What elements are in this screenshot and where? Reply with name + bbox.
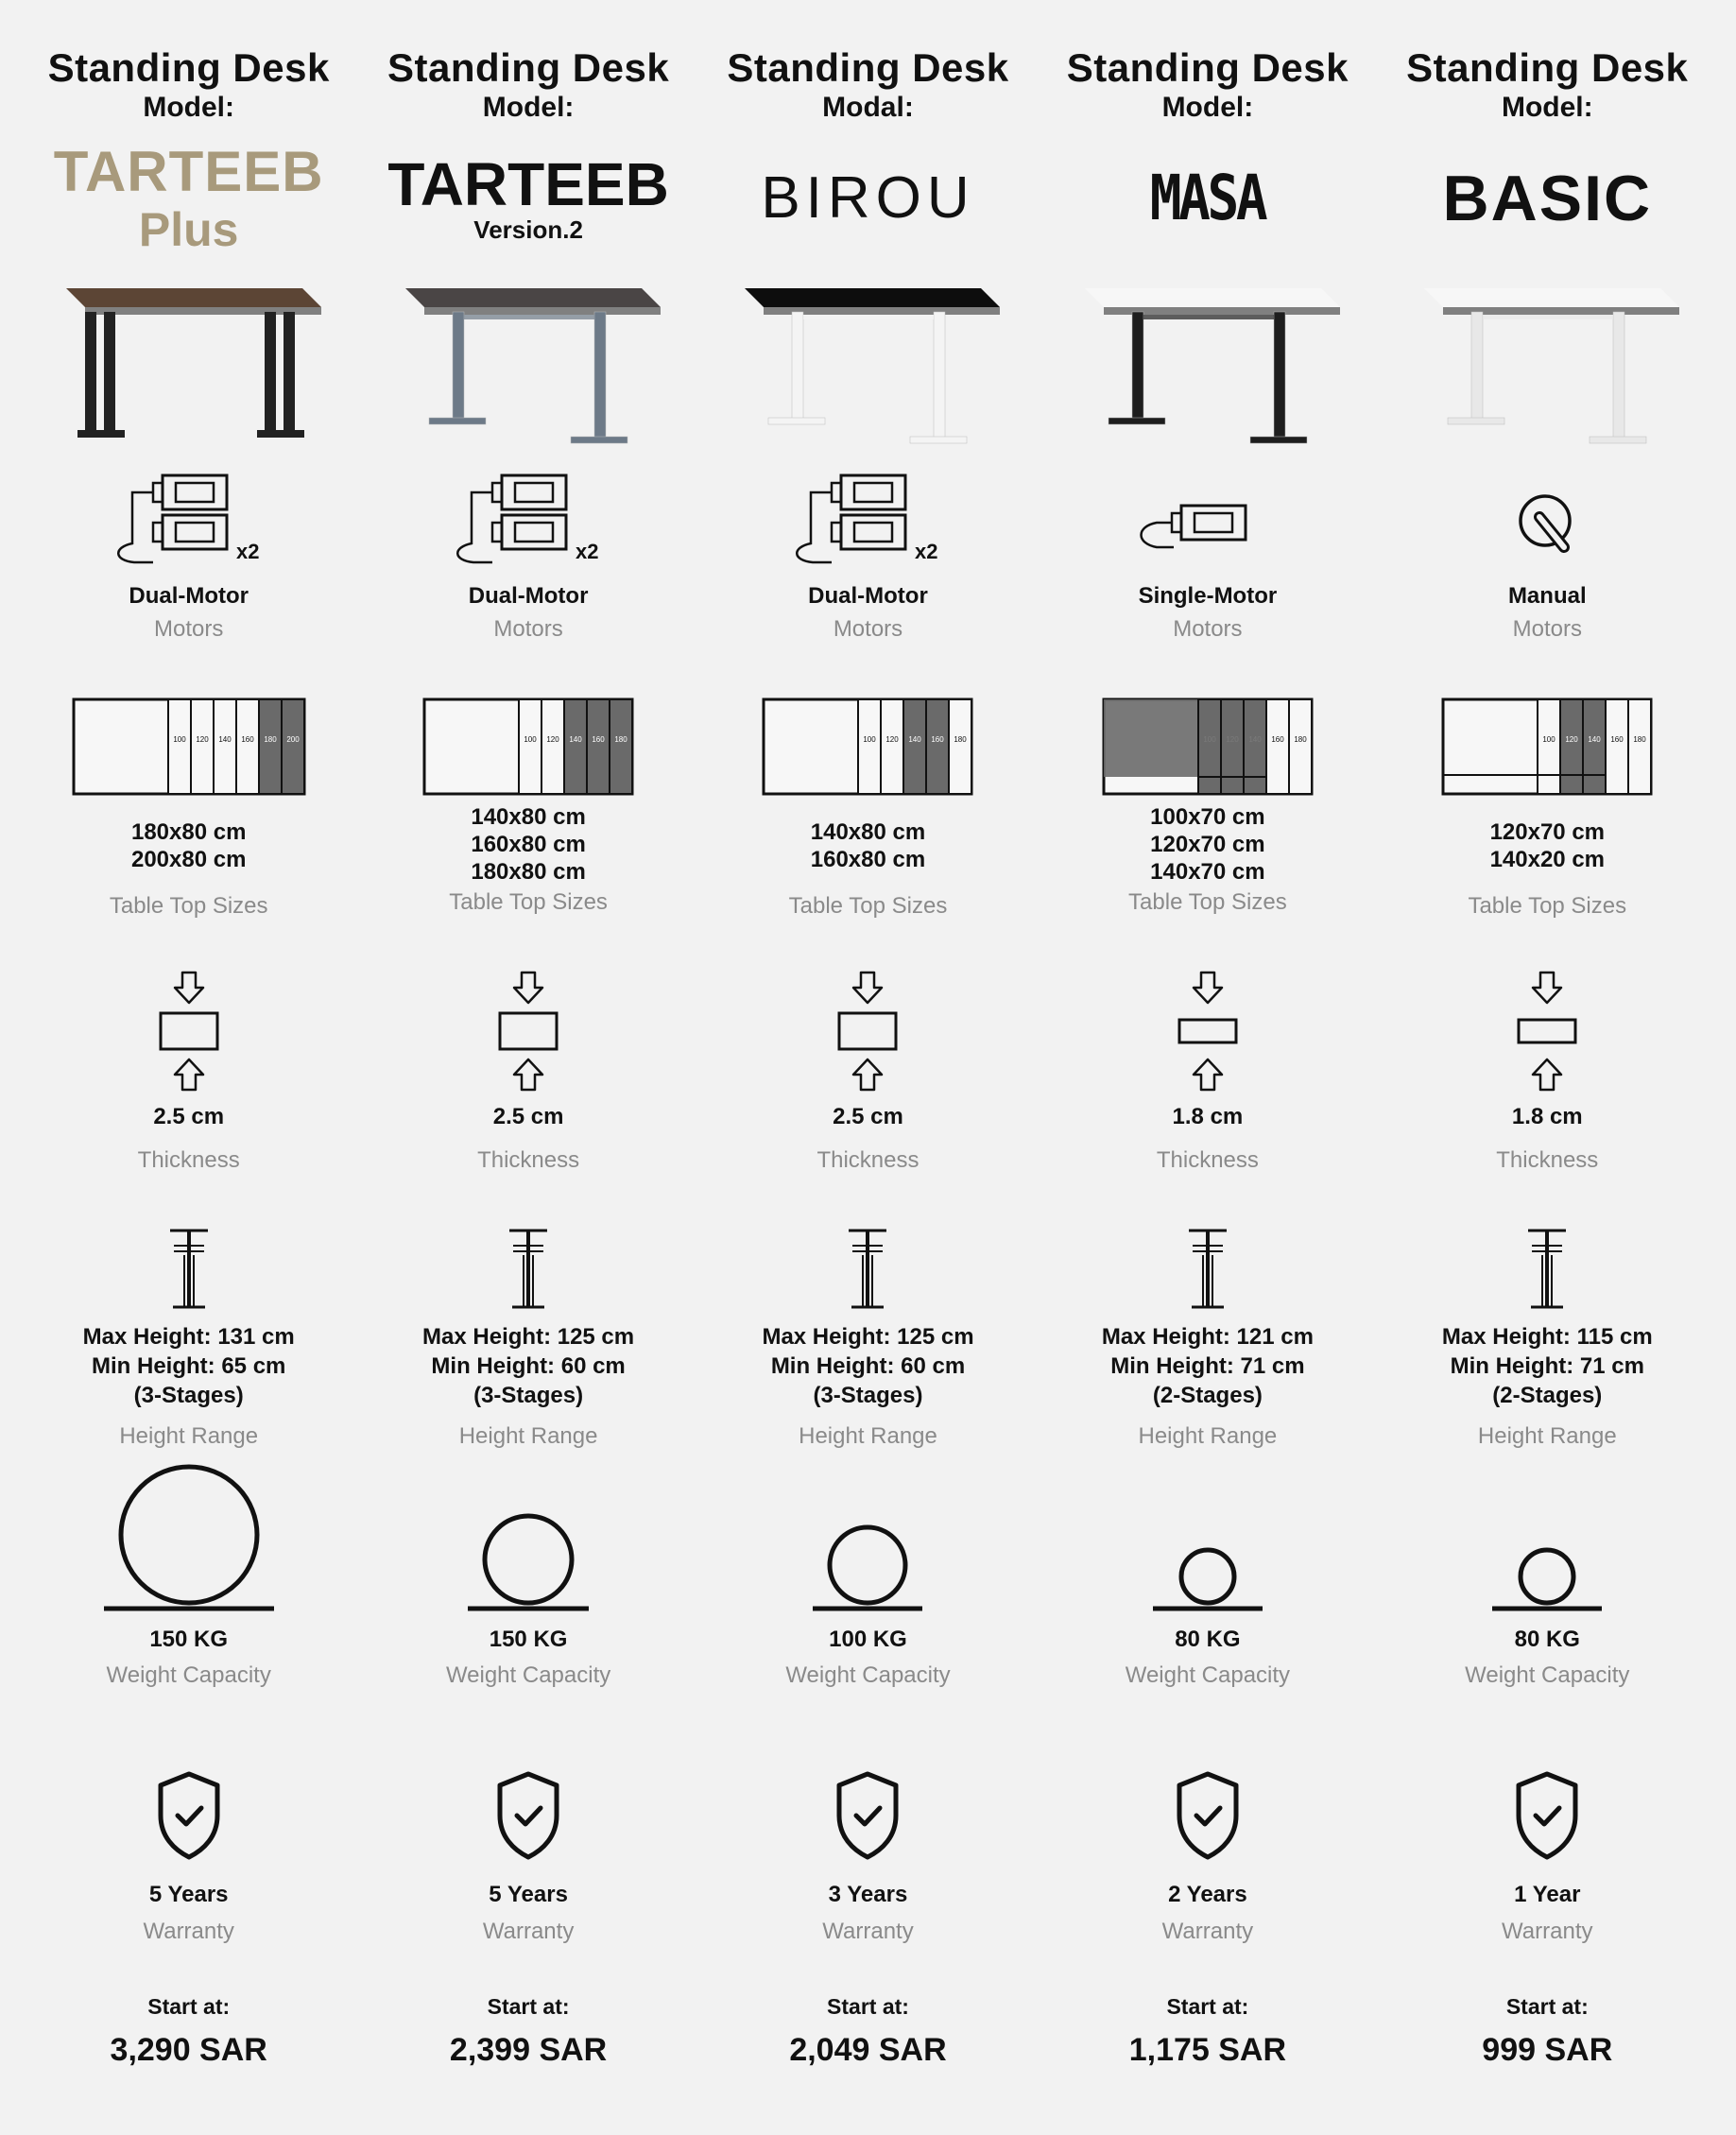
size-panel-label: 100	[1542, 735, 1556, 744]
min-height-value: Min Height: 71 cm	[1450, 1353, 1644, 1379]
table-top-size-icon	[698, 695, 1038, 799]
weight-value: 80 KG	[1514, 1627, 1580, 1652]
size-panel-label: 120	[885, 735, 900, 744]
shield-check-icon	[698, 1770, 1038, 1865]
thickness-icon	[358, 969, 697, 1093]
thickness-icon	[698, 969, 1038, 1093]
size-panel-label: 100	[173, 735, 186, 744]
start-at-label: Start at:	[1505, 1994, 1589, 2019]
table-top-sizes-value	[698, 818, 1038, 873]
weight-capacity-icon	[1378, 1463, 1717, 1614]
min-height-value: Min Height: 65 cm	[92, 1353, 286, 1379]
price-value: 999 SAR	[1482, 2032, 1613, 2068]
size-panel-label: 180	[264, 735, 277, 744]
model-label: Model:	[1501, 92, 1593, 123]
weight-value: 100 KG	[829, 1627, 907, 1652]
model-name: BIROU	[761, 165, 975, 231]
table-top-size: 100x70 cm	[1150, 804, 1265, 830]
model-logo	[1038, 137, 1377, 260]
warranty-value: 1 Year	[1514, 1882, 1581, 1907]
start-at-label: Start at:	[1166, 1994, 1249, 2019]
motor-icon	[698, 468, 1038, 577]
desk-column	[19, 0, 358, 2135]
size-panel-label: 140	[569, 735, 582, 744]
thickness-icon	[19, 969, 358, 1093]
table-top-size-icon	[1038, 695, 1377, 799]
size-panel-label: 160	[1271, 735, 1284, 744]
motor-count: x2	[576, 540, 599, 563]
table-top-size: 140x80 cm	[810, 819, 926, 845]
desk-column	[698, 0, 1038, 2135]
thickness-label: Thickness	[816, 1147, 920, 1173]
weight-label: Weight Capacity	[785, 1662, 951, 1688]
height-leg-icon	[1038, 1227, 1377, 1310]
height-leg-icon	[19, 1227, 358, 1310]
size-panel-label: 180	[954, 735, 968, 744]
height-stages-value: (2-Stages)	[1492, 1383, 1603, 1408]
column-title: Standing Desk	[387, 45, 670, 90]
size-panel-label: 120	[1565, 735, 1578, 744]
table-top-size: 140x70 cm	[1150, 859, 1265, 885]
warranty-label: Warranty	[1502, 1919, 1593, 1944]
table-top-size: 200x80 cm	[130, 847, 247, 872]
table-top-size-icon	[358, 695, 697, 799]
shield-check-icon	[1038, 1770, 1377, 1865]
motor-label: Motors	[154, 616, 224, 642]
max-height-value: Max Height: 131 cm	[82, 1324, 295, 1350]
size-panel-label: 100	[863, 735, 877, 744]
thickness-label: Thickness	[1156, 1147, 1259, 1173]
weight-capacity-icon	[698, 1463, 1038, 1614]
height-leg-icon	[1378, 1227, 1717, 1310]
size-panel-label: 140	[218, 735, 232, 744]
table-top-size-icon	[19, 695, 358, 799]
desk-column	[358, 0, 697, 2135]
table-top-size: 140x80 cm	[471, 804, 586, 830]
weight-value: 80 KG	[1175, 1627, 1241, 1652]
start-at-label: Start at:	[487, 1994, 570, 2019]
weight-capacity-icon	[1038, 1463, 1377, 1614]
weight-label: Weight Capacity	[106, 1662, 271, 1688]
model-logo	[698, 137, 1038, 260]
height-range-label: Height Range	[799, 1423, 937, 1449]
desk-column	[1378, 0, 1717, 2135]
max-height-value: Max Height: 121 cm	[1101, 1324, 1314, 1350]
table-top-sizes-label: Table Top Sizes	[1468, 893, 1627, 919]
start-at-label: Start at:	[827, 1994, 909, 2019]
size-panel-label: 180	[614, 735, 627, 744]
table-top-sizes-value	[1038, 803, 1377, 886]
motor-icon	[1038, 468, 1377, 577]
model-label: Model:	[482, 92, 575, 123]
model-name: TARTEEB	[387, 150, 669, 218]
thickness-label: Thickness	[477, 1147, 580, 1173]
table-top-size: 120x70 cm	[1150, 832, 1265, 857]
weight-capacity-icon	[19, 1463, 358, 1614]
thickness-label: Thickness	[1496, 1147, 1599, 1173]
motor-value: Manual	[1507, 583, 1587, 609]
motor-count: x2	[235, 540, 260, 563]
thickness-icon	[1038, 969, 1377, 1093]
height-range-label: Height Range	[119, 1423, 259, 1449]
size-panel-label: 120	[196, 735, 209, 744]
table-top-sizes-label: Table Top Sizes	[109, 893, 268, 919]
table-top-size: 140x20 cm	[1489, 847, 1606, 872]
size-panel-label: 100	[524, 735, 537, 744]
model-variant: Version.2	[473, 215, 583, 244]
model-logo	[358, 137, 697, 260]
table-top-size: 160x80 cm	[810, 847, 926, 872]
table-top-sizes-label: Table Top Sizes	[449, 889, 608, 915]
size-panel-label: 140	[1588, 735, 1601, 744]
desk-column	[1038, 0, 1377, 2135]
weight-capacity-icon	[358, 1463, 697, 1614]
motor-label: Motors	[1512, 616, 1582, 642]
height-range-label: Height Range	[1477, 1423, 1617, 1449]
column-title: Standing Desk	[1406, 45, 1689, 90]
size-panel-label: 180	[1294, 735, 1307, 744]
height-leg-icon	[358, 1227, 697, 1310]
weight-label: Weight Capacity	[1125, 1662, 1291, 1688]
table-top-sizes-label: Table Top Sizes	[788, 893, 948, 919]
warranty-label: Warranty	[822, 1919, 914, 1944]
price-value: 2,049 SAR	[789, 2032, 947, 2068]
height-stages-value: (3-Stages)	[133, 1383, 244, 1408]
column-title: Standing Desk	[47, 45, 330, 90]
warranty-value: 5 Years	[148, 1882, 229, 1907]
model-variant: Plus	[138, 203, 239, 256]
thickness-value: 1.8 cm	[1511, 1104, 1583, 1129]
motor-value: Dual-Motor	[808, 583, 928, 609]
motor-value: Dual-Motor	[129, 583, 249, 609]
min-height-value: Min Height: 71 cm	[1110, 1353, 1305, 1379]
size-panel-label: 160	[1610, 735, 1624, 744]
start-at-label: Start at:	[147, 1994, 231, 2019]
size-panel-label: 120	[546, 735, 559, 744]
size-panel-label: 200	[286, 735, 300, 744]
model-logo	[1378, 137, 1717, 260]
table-top-sizes-label: Table Top Sizes	[1128, 889, 1287, 915]
motor-label: Motors	[833, 616, 903, 642]
motor-icon	[358, 468, 697, 577]
thickness-value: 2.5 cm	[833, 1104, 903, 1129]
thickness-value: 2.5 cm	[492, 1104, 564, 1129]
thickness-icon	[1378, 969, 1717, 1093]
height-stages-value: (3-Stages)	[473, 1383, 584, 1408]
size-panel-label: 140	[908, 735, 922, 744]
size-panel-label: 160	[241, 735, 254, 744]
desk-image	[1038, 269, 1377, 458]
warranty-label: Warranty	[482, 1919, 575, 1944]
desk-image	[698, 269, 1038, 458]
shield-check-icon	[19, 1770, 358, 1865]
column-title: Standing Desk	[1066, 45, 1349, 90]
weight-label: Weight Capacity	[445, 1662, 611, 1688]
table-top-size: 180x80 cm	[130, 819, 247, 845]
motor-value: Single-Motor	[1138, 583, 1278, 609]
size-panel-label: 160	[931, 735, 945, 744]
model-label: Modal:	[822, 92, 914, 123]
model-name: BASIC	[1442, 163, 1653, 234]
motor-count: x2	[915, 540, 938, 563]
height-leg-icon	[698, 1227, 1038, 1310]
shield-check-icon	[358, 1770, 697, 1865]
size-panel-label: 160	[592, 735, 605, 744]
motor-label: Motors	[1173, 616, 1243, 642]
model-name: MASA	[1150, 162, 1265, 234]
size-panel-label: 180	[1633, 735, 1646, 744]
thickness-value: 2.5 cm	[153, 1104, 225, 1129]
max-height-value: Max Height: 125 cm	[422, 1324, 635, 1350]
warranty-value: 3 Years	[828, 1882, 908, 1907]
motor-icon	[1378, 468, 1717, 577]
thickness-value: 1.8 cm	[1172, 1104, 1244, 1129]
model-label: Model:	[143, 92, 235, 123]
height-stages-value: (3-Stages)	[813, 1383, 923, 1408]
thickness-label: Thickness	[137, 1147, 240, 1173]
table-top-size: 180x80 cm	[471, 859, 586, 885]
warranty-value: 5 Years	[489, 1882, 568, 1907]
motor-icon	[19, 468, 358, 577]
warranty-label: Warranty	[1161, 1919, 1254, 1944]
height-stages-value: (2-Stages)	[1152, 1383, 1263, 1408]
table-top-sizes-value	[358, 803, 697, 886]
desk-image	[19, 269, 358, 458]
desk-image	[1378, 269, 1717, 458]
motor-value: Dual-Motor	[468, 583, 589, 609]
table-top-sizes-value	[19, 818, 358, 873]
weight-value: 150 KG	[489, 1627, 568, 1652]
table-top-size: 120x70 cm	[1489, 819, 1606, 845]
price-value: 1,175 SAR	[1128, 2032, 1287, 2068]
table-top-size-icon	[1378, 695, 1717, 799]
min-height-value: Min Height: 60 cm	[431, 1353, 626, 1379]
desk-image	[358, 269, 697, 458]
height-range-label: Height Range	[1138, 1423, 1278, 1449]
weight-label: Weight Capacity	[1465, 1662, 1630, 1688]
motor-label: Motors	[493, 616, 563, 642]
max-height-value: Max Height: 125 cm	[762, 1324, 974, 1350]
shield-check-icon	[1378, 1770, 1717, 1865]
model-name: TARTEEB	[53, 140, 324, 203]
model-label: Model:	[1161, 92, 1254, 123]
price-value: 2,399 SAR	[449, 2032, 608, 2068]
min-height-value: Min Height: 60 cm	[770, 1353, 966, 1379]
table-top-sizes-value	[1378, 818, 1717, 873]
warranty-label: Warranty	[143, 1919, 234, 1944]
column-title: Standing Desk	[727, 45, 1009, 90]
warranty-value: 2 Years	[1168, 1882, 1247, 1907]
table-top-size: 160x80 cm	[471, 832, 586, 857]
price-value: 3,290 SAR	[110, 2032, 267, 2068]
weight-value: 150 KG	[149, 1627, 229, 1652]
max-height-value: Max Height: 115 cm	[1441, 1324, 1653, 1350]
model-logo	[19, 137, 358, 260]
height-range-label: Height Range	[458, 1423, 598, 1449]
